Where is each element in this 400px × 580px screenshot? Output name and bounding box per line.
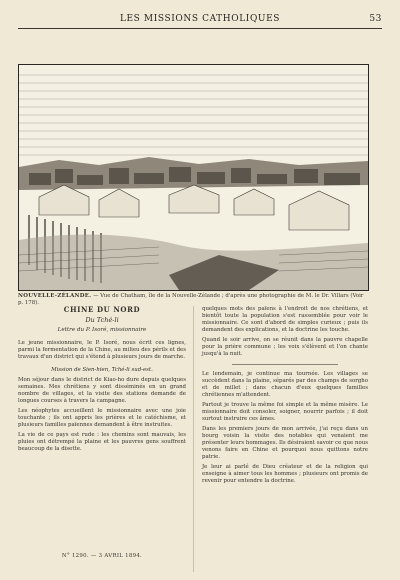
article-paragraph: Partout je trouve la même foi simple et la même misère. Le missionnaire doit consoler, soigner, nourrir parfois ; il doit surtout instruire ces âmes. bbox=[202, 402, 368, 422]
caption-lead: NOUVELLE-ZÉLANDE. bbox=[18, 293, 92, 299]
running-title: LES MISSIONS CATHOLIQUES bbox=[119, 14, 281, 24]
article-paragraph: La vie de ce pays est rude : les chemins sont mauvais, les pluies ont détrempé la plaine et les pauvres gens souffrent beaucoup de la disette. bbox=[18, 432, 186, 452]
article-paragraph: Dans les premiers jours de mon arrivée, j'ai reçu dans un bourg voisin la visite des notables qui venaient me présenter leurs hommages. Ils désiraient savoir ce que nous venons faire en Chine et pourquoi nous quittons notre patrie. bbox=[202, 426, 368, 460]
right-column bbox=[202, 306, 368, 488]
column-divider bbox=[193, 306, 194, 572]
article-subtitle: Du Tché-li bbox=[85, 316, 119, 324]
issue-footer: N° 1290. — 3 AVRIL 1894. bbox=[61, 553, 143, 559]
section-heading: Mission de Sien-hien, Tché-li sud-est. bbox=[51, 367, 153, 373]
article-paragraph: Les néophytes accueillent le missionnaire avec une joie touchante ; ils ont appris les prières et le catéchisme, et plusieurs familles païennes demandent à être instruites. bbox=[18, 408, 186, 428]
article-paragraph: Je leur ai parlé de Dieu créateur et de la religion qui enseigne à aimer tous les hommes ; plusieurs ont promis de revenir pour entendre la doctrine. bbox=[202, 464, 368, 484]
page-number: 53 bbox=[369, 14, 382, 24]
engraving-image bbox=[19, 65, 368, 290]
article-paragraph: Quand le soir arrive, on se réunit dans la pauvre chapelle pour la prière commune ; les voix s'élèvent et l'on chante jusqu'à la nuit. bbox=[202, 337, 368, 357]
article-intro: Le jeune missionnaire, le P. Isoré, nous écrit ces lignes, parmi la fermentation de la Chine, au milieu des périls et des travaux d'un district qui s'étend à plusieurs jours de marche. bbox=[18, 340, 186, 360]
running-header bbox=[18, 14, 382, 29]
article-title: CHINE DU NORD bbox=[63, 305, 141, 314]
article-paragraph: quelques mots des païens à l'endroit de nos chrétiens, et bientôt toute la population s'est rassemblée pour voir le missionnaire. Ce sont d'abord de simples curieux ; puis ils demandent des explications, et la doctrine les touche. bbox=[202, 306, 368, 333]
section-rule bbox=[232, 364, 338, 365]
article-byline: Lettre du P. Isoré, missionnaire bbox=[57, 327, 147, 333]
article-paragraph: Mon séjour dans le district de Kiao-ho dure depuis quelques semaines. Mes chrétiens y sont disséminés en un grand nombre de villages, et la visite des stations demande de longues courses à travers la campagne. bbox=[18, 377, 186, 404]
left-column bbox=[18, 306, 186, 456]
caption-text: — Vue de Chatham, île de la Nouvelle-Zélande ; d'après une photographie de M. le Dr. Villars (Voir p. 178). bbox=[18, 293, 364, 306]
engraving-plate bbox=[18, 64, 369, 291]
article-paragraph: Le lendemain, je continue ma tournée. Les villages se succèdent dans la plaine, séparés par des champs de sorgho et de millet ; dans chacun d'eux quelques familles chrétiennes m'attendent. bbox=[202, 371, 368, 398]
